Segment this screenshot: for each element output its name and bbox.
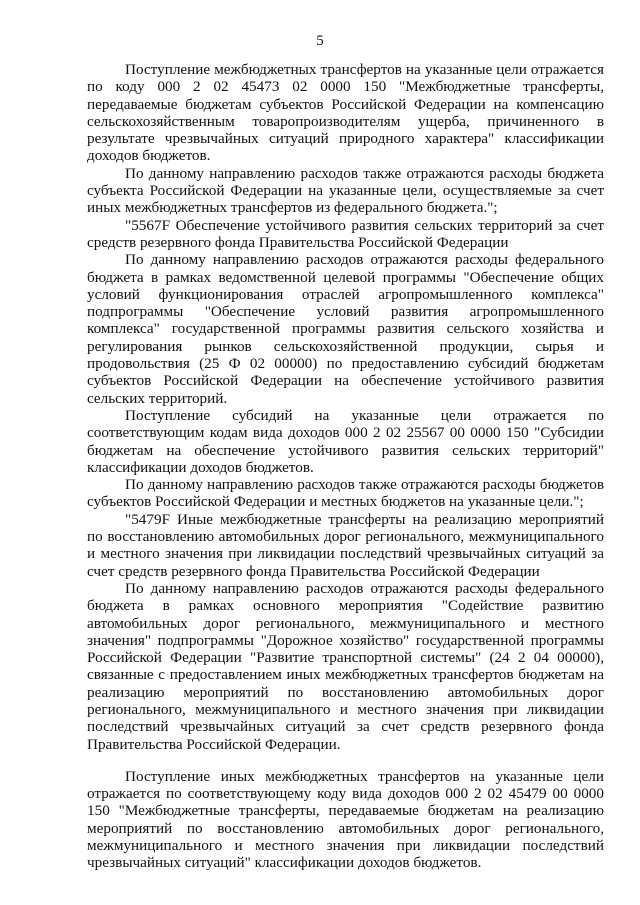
paragraph-regional-local-expenses: По данному направлению расходов также отражаются расходы бюджетов субъектов Российской Федерации и местных бюджетов на указанные цели."; [87, 476, 604, 511]
paragraph-subject-budget-expenses: По данному направлению расходов также отражаются расходы бюджета субъекта Российской Федерации на указанные цели, осуществляемые за счет иных межбюджетных трансфертов из федерального бюджета."; [87, 164, 604, 217]
paragraph-transfer-receipt-45479: Поступление иных межбюджетных трансфертов на указанные цели отражается по соответствующему коду вида доходов 000 2 02 45479 00 0000 150 "Межбюджетные трансферты, передаваемые бюджетам на реализацию мероприятий по восстановлению автомобильных дорог регионального, межмуниципального и местного значения при ликвидации последствий чрезвычайных ситуаций" классификации доходов бюджетов. [87, 767, 604, 872]
paragraph-transfer-receipt-45473: Поступление межбюджетных трансфертов на указанные цели отражается по коду 000 2 02 45473 02 0000 150 "Межбюджетные трансферты, передаваемые бюджетам субъектов Российской Федерации на компенсацию сельскохозяйственным товаропроизводителям ущерба, причиненного в результате чрезвычайных ситуаций природного характера" классификации доходов бюджетов. [87, 61, 604, 165]
paragraph-federal-budget-5479f: По данному направлению расходов отражаются расходы федерального бюджета в рамках основного мероприятия "Содействие развитию автомобильных дорог регионального, межмуниципального и местного значения" подпрограммы "Дорожное хозяйство" государственной программы Российской Федерации "Развитие транспортной системы" (24 2 04 00000), связанные с предоставлением иных межбюджетных трансфертов бюджетам на реализацию мероприятий по восстановлению автомобильных дорог регионального, межмуниципального и местного значения при ликвидации последствий чрезвычайных ситуаций за счет средств резервного фонда Правительства Российской Федерации. [87, 579, 604, 753]
paragraph-heading-5567f: "5567F Обеспечение устойчивого развития сельских территорий за счет средств резервного фонда Правительства Российской Федерации [87, 216, 604, 251]
paragraph-heading-5479f: "5479F Иные межбюджетные трансферты на реализацию мероприятий по восстановлению автомобильных дорог регионального, межмуниципального и местного значения при ликвидации последствий чрезвычайных ситуаций за счет средств резервного фонда Правительства Российской Федерации [87, 510, 604, 580]
document-body [87, 61, 604, 872]
paragraph-subsidy-receipt-25567: Поступление субсидий на указанные цели отражается по соответствующим кодам вида доходов 000 2 02 25567 00 0000 150 "Субсидии бюджетам на обеспечение устойчивого развития сельских территорий" классификации доходов бюджетов. [87, 406, 604, 476]
page-number: 5 [316, 33, 324, 49]
paragraph-federal-budget-5567f: По данному направлению расходов отражаются расходы федерального бюджета в рамках ведомственной целевой программы "Обеспечение общих условий функционирования отраслей агропромышленного комплекса" подпрограммы "Обеспечение условий развития агропромышленного комплекса" государственной программы развития сельского хозяйства и регулирования рынков сельскохозяйственной продукции, сырья и продовольствия (25 Ф 02 00000) по предоставлению субсидий бюджетам субъектов Российской Федерации на обеспечение устойчивого развития сельских территорий. [87, 251, 604, 407]
